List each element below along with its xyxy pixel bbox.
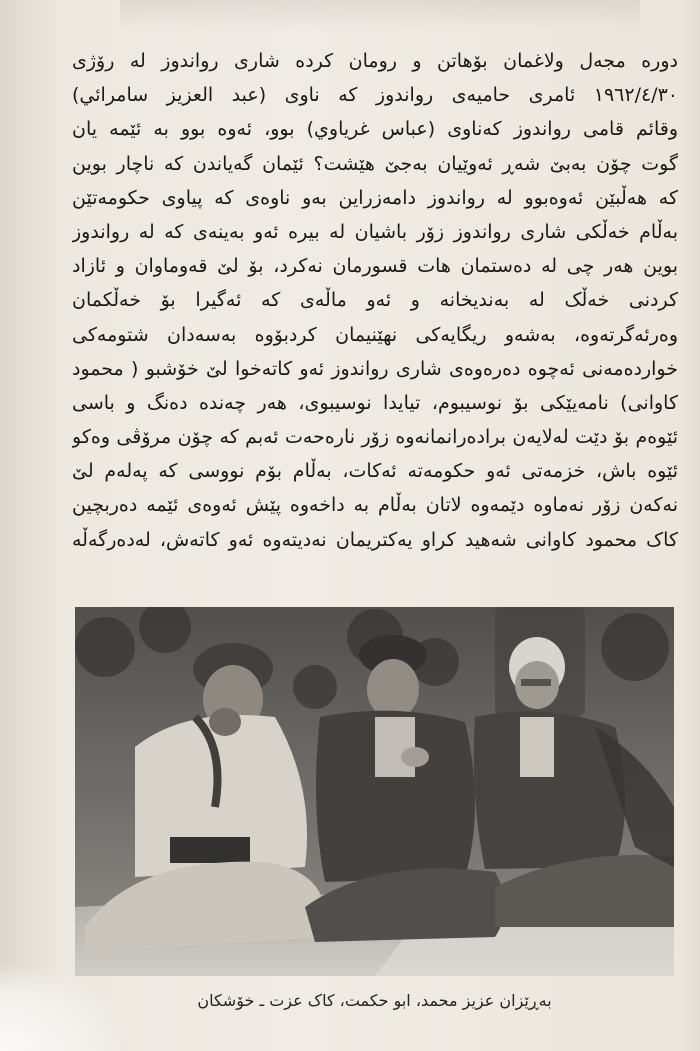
text-line: بوین هەر چی لە دەستمان هات قسورمان نەکرد، بۆ لێ قەوماوان و ئازاد [72,255,678,278]
text-line: وقائم قامی رواندوز کەناوی (عباس غرياوي) بوو، ئەوە بوو بە ئێمە یان [72,118,678,141]
text-line: کردنی خەڵک لە بەندیخانە و ئەو ماڵەی کە ئەگیرا بۆ خەڵکمان [72,289,678,312]
photo-illustration [75,607,674,976]
text-line: بەڵام خەڵکی شاری رواندوز زۆر باشیان لە بیرە ئەو بەینەی کە لە رواندوز [72,220,678,243]
text-line: وەرئەگرتەوە، بەشەو ریگایەکی نهێنیمان کردبۆوە بەسەدان شتومەکی [72,323,678,346]
photo-caption: بەڕێزان عزیز محمد، ابو حکمت، کاک عزت ـ خۆشکان [197,991,552,1010]
text-line: دوره مجەل ولاغمان بۆهاتن و رومان کرده شاری رواندوز له رۆژی [72,50,678,72]
historical-photo [75,607,674,976]
text-line: کاوانی) نامەیێکی بۆ نوسیبوم، تیایدا نوسیبوی، هەر چەندە دەنگ و باسی [72,391,678,414]
text-line: ئێوەم بۆ دێت لەلایەن برادەرانمانەوە زۆر نارەحەت ئەبم کە چۆن مرۆڤی وەکو [72,426,678,449]
text-line: ئێوە باش، خزمەتی ئەو حکومەتە ئەکات، بەڵام بۆم نووسی کە پەلەم لێ [72,460,678,483]
text-line: کە هەڵبێن ئەوەبوو لە رواندوز دامەزراین بەو ناوەی کە پیاوی حکومەتێن [72,186,678,209]
bleed-through-shadow [120,0,640,30]
body-text [72,44,678,557]
text-line: نەکەن زۆر نەماوە دێمەوە لاتان بەڵام بە داخەوە پێش ئەوەی ئێمە دەربچین [72,494,678,517]
page-corner-curl [0,961,130,1051]
text-line: خواردەمەنی ئەچوە دەرەوەی شاری رواندوز ئەو کاتەخوا لێ خۆشبو ( محمود [72,357,678,380]
text-line: ١٩٦٢/٤/٣٠ ئامری حامیەی رواندوز کە ناوی (عبد العزيز سامرائي) [72,84,678,107]
text-line: گوت چۆن بەبێ شەڕ ئەوێیان بەجێ هێشت؟ ئێمان گەیاندن کە ناچار بوین [72,152,678,175]
text-line: کاک محمود کاوانی شەهید کراو یەکتریمان نەدیتەوە ئەو کاتەش، لەدەرگەڵە [72,528,678,551]
